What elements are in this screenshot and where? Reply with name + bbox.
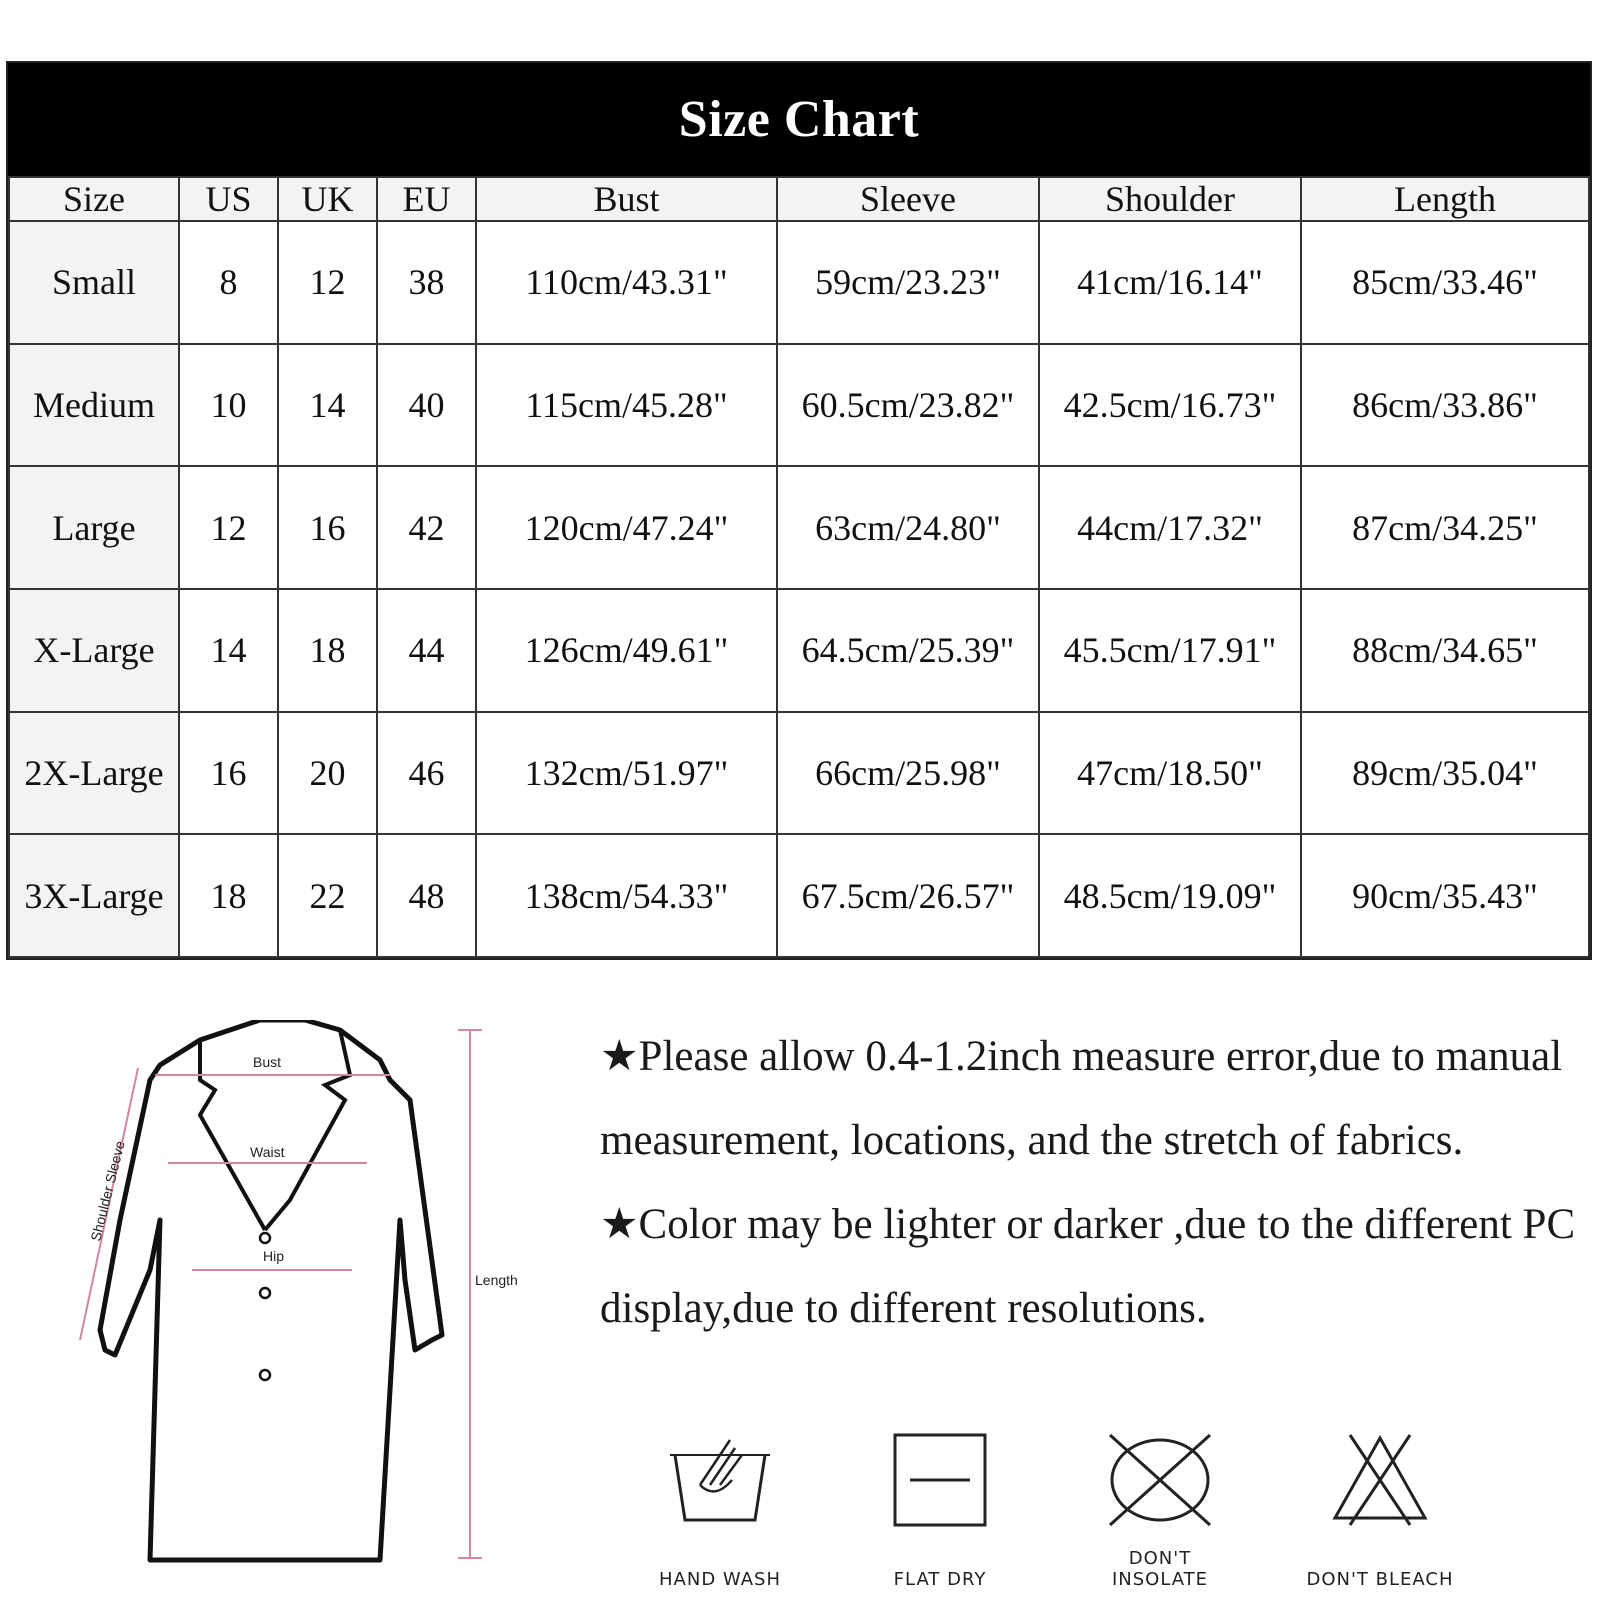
cell-us: 14 <box>179 589 278 712</box>
size-table <box>8 176 1590 958</box>
cell-eu: 42 <box>377 466 476 589</box>
header-bust: Bust <box>476 177 777 221</box>
table-row <box>9 589 1589 712</box>
cell-bust: 120cm/47.24" <box>476 466 777 589</box>
cell-sleeve: 63cm/24.80" <box>777 466 1039 589</box>
cell-shoulder: 45.5cm/17.91" <box>1039 589 1301 712</box>
bust-label: Bust <box>253 1054 282 1070</box>
header-sleeve: Sleeve <box>777 177 1039 221</box>
coat-illustration <box>60 1020 560 1580</box>
note-measure-error: ★Please allow 0.4-1.2inch measure error,due to manual measurement, locations, and the stretch of fabrics. <box>600 1033 1563 1164</box>
cell-shoulder: 42.5cm/16.73" <box>1039 344 1301 467</box>
table-row <box>9 712 1589 835</box>
cell-eu: 48 <box>377 834 476 957</box>
cell-us: 10 <box>179 344 278 467</box>
cell-eu: 40 <box>377 344 476 467</box>
care-dont-bleach <box>1300 1430 1460 1590</box>
cell-sleeve: 66cm/25.98" <box>777 712 1039 835</box>
table-row <box>9 344 1589 467</box>
button-icon <box>260 1233 270 1243</box>
care-flat-dry <box>860 1430 1020 1590</box>
dont-insolate-label: DON'T INSOLATE <box>1111 1548 1209 1590</box>
cell-length: 88cm/34.65" <box>1301 589 1589 712</box>
cell-size: 3X-Large <box>9 834 179 957</box>
cell-shoulder: 47cm/18.50" <box>1039 712 1301 835</box>
cell-uk: 18 <box>278 589 377 712</box>
header-uk: UK <box>278 177 377 221</box>
header-size: Size <box>9 177 179 221</box>
cell-length: 87cm/34.25" <box>1301 466 1589 589</box>
cell-bust: 138cm/54.33" <box>476 834 777 957</box>
cell-shoulder: 41cm/16.14" <box>1039 221 1301 344</box>
care-dont-insolate <box>1080 1430 1240 1590</box>
table-row <box>9 221 1589 344</box>
shoulder-sleeve-label: Shoulder Sleeve <box>87 1139 128 1243</box>
header-shoulder: Shoulder <box>1039 177 1301 221</box>
cell-uk: 12 <box>278 221 377 344</box>
header-us: US <box>179 177 278 221</box>
dont-insolate-icon <box>1100 1430 1220 1530</box>
care-hand-wash <box>640 1430 800 1590</box>
cell-size: Medium <box>9 344 179 467</box>
coat-outline <box>100 1020 442 1560</box>
cell-us: 16 <box>179 712 278 835</box>
cell-size: X-Large <box>9 589 179 712</box>
dont-bleach-icon <box>1320 1430 1440 1530</box>
table-row <box>9 834 1589 957</box>
length-label: Length <box>475 1272 518 1288</box>
chart-title: Size Chart <box>8 63 1590 176</box>
table-row <box>9 466 1589 589</box>
cell-sleeve: 64.5cm/25.39" <box>777 589 1039 712</box>
cell-uk: 16 <box>278 466 377 589</box>
cell-us: 8 <box>179 221 278 344</box>
cell-us: 12 <box>179 466 278 589</box>
cell-uk: 14 <box>278 344 377 467</box>
cell-bust: 110cm/43.31" <box>476 221 777 344</box>
cell-shoulder: 44cm/17.32" <box>1039 466 1301 589</box>
cell-bust: 115cm/45.28" <box>476 344 777 467</box>
cell-bust: 126cm/49.61" <box>476 589 777 712</box>
cell-length: 90cm/35.43" <box>1301 834 1589 957</box>
hand-wash-label: HAND WASH <box>659 1569 781 1590</box>
dont-bleach-label: DON'T BLEACH <box>1306 1569 1454 1590</box>
cell-uk: 20 <box>278 712 377 835</box>
cell-length: 86cm/33.86" <box>1301 344 1589 467</box>
flat-dry-icon <box>880 1430 1000 1530</box>
coat-measurement-diagram <box>60 1020 560 1580</box>
cell-eu: 46 <box>377 712 476 835</box>
cell-sleeve: 67.5cm/26.57" <box>777 834 1039 957</box>
button-icon <box>260 1370 270 1380</box>
button-icon <box>260 1288 270 1298</box>
table-header-row <box>9 177 1589 221</box>
header-eu: EU <box>377 177 476 221</box>
hand-wash-icon <box>660 1430 780 1530</box>
cell-eu: 38 <box>377 221 476 344</box>
note-color: ★Color may be lighter or darker ,due to the different PC display,due to different resolutions. <box>600 1201 1576 1332</box>
cell-us: 18 <box>179 834 278 957</box>
waist-label: Waist <box>250 1144 285 1160</box>
cell-bust: 132cm/51.97" <box>476 712 777 835</box>
cell-sleeve: 60.5cm/23.82" <box>777 344 1039 467</box>
header-length: Length <box>1301 177 1589 221</box>
cell-sleeve: 59cm/23.23" <box>777 221 1039 344</box>
care-instructions <box>640 1430 1500 1590</box>
cell-size: Small <box>9 221 179 344</box>
cell-length: 89cm/35.04" <box>1301 712 1589 835</box>
cell-eu: 44 <box>377 589 476 712</box>
cell-length: 85cm/33.46" <box>1301 221 1589 344</box>
cell-size: 2X-Large <box>9 712 179 835</box>
notes <box>600 1015 1580 1351</box>
cell-size: Large <box>9 466 179 589</box>
size-chart <box>6 61 1592 960</box>
hip-label: Hip <box>263 1248 285 1264</box>
flat-dry-label: FLAT DRY <box>893 1569 987 1590</box>
cell-shoulder: 48.5cm/19.09" <box>1039 834 1301 957</box>
cell-uk: 22 <box>278 834 377 957</box>
